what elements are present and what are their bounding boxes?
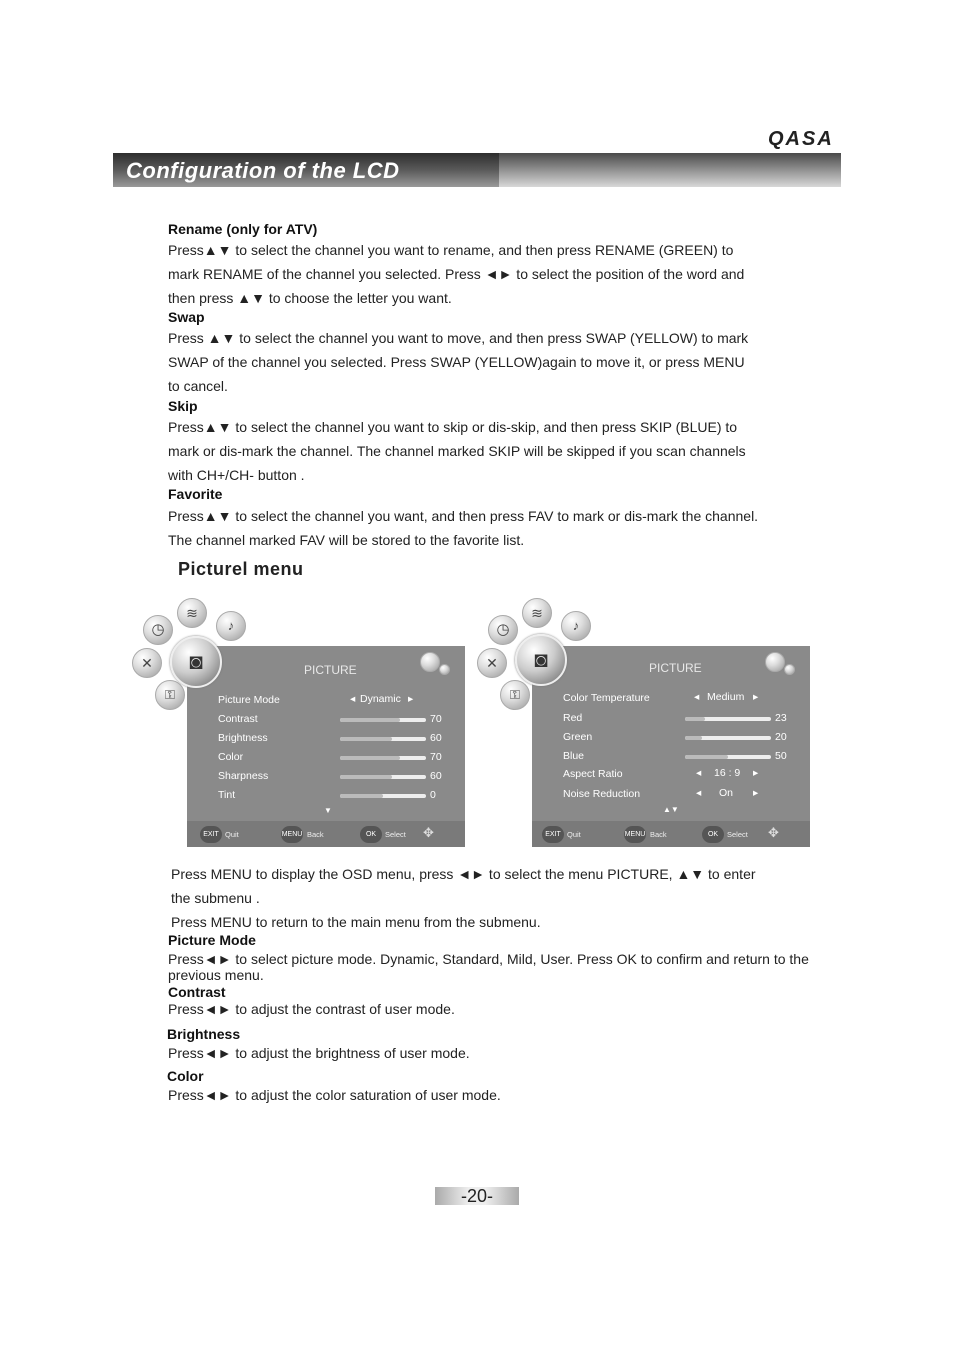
osd-picture-menu-right (532, 646, 810, 847)
osd-footer-right (532, 821, 810, 847)
green-label: Green (563, 731, 593, 743)
noise-reduction-value: On (719, 787, 734, 799)
antenna-icon: ≋ (186, 605, 198, 621)
brightness-text: Press◄► to adjust the brightness of user mode. (168, 1045, 470, 1061)
exit-label: Quit (225, 830, 239, 839)
antenna-icon: ≋ (531, 605, 543, 621)
picture-mode-text: Press◄► to select picture mode. Dynamic, Standard, Mild, User. Press OK to confirm and return to the previous menu. (168, 951, 809, 983)
ok-key[interactable]: OK (702, 826, 724, 843)
tools-icon: ✕ (486, 655, 498, 671)
bubble-small-icon (439, 664, 450, 675)
menu-icon-time-right (488, 615, 518, 645)
navigation-arrows-icon: ✥ (423, 825, 434, 840)
osd-picture-menu-left (187, 646, 465, 847)
arrow-right-icon[interactable]: ▸ (753, 787, 759, 799)
skip-line-1: Press▲▼ to select the channel you want to skip or dis-skip, and then press SKIP (BLUE) to (168, 419, 738, 435)
red-value: 23 (775, 712, 787, 724)
menu-icon-channel (177, 598, 207, 628)
page-title: Configuration of the LCD (126, 158, 400, 183)
menu-icon-channel-right (522, 598, 552, 628)
picture-mode-label: Picture Mode (218, 694, 280, 706)
swap-heading: Swap (168, 309, 205, 325)
menu-icon-setup (132, 648, 162, 678)
osd-row-tint[interactable] (218, 786, 458, 805)
sharpness-slider[interactable] (340, 775, 426, 779)
menu-icon-lock-right (500, 680, 530, 710)
lock-icon: ⚿ (165, 687, 175, 702)
osd-row-picture-mode[interactable] (218, 691, 458, 710)
brightness-label: Brightness (218, 732, 268, 744)
arrow-right-icon[interactable]: ▸ (408, 693, 414, 705)
speaker-icon: ♪ (572, 618, 580, 633)
instruction-line-2: the submenu . (171, 890, 260, 906)
tint-label: Tint (218, 789, 236, 801)
arrow-left-icon[interactable]: ◂ (696, 767, 702, 779)
rename-line-1: Press▲▼ to select the channel you want to rename, and then press RENAME (GREEN) to (168, 242, 734, 258)
favorite-line-2: The channel marked FAV will be stored to the favorite list. (168, 532, 525, 548)
scroll-up-down-icon[interactable]: ▲▼ (663, 805, 679, 814)
osd-title: PICTURE (304, 663, 357, 677)
swap-text (168, 326, 824, 398)
instruction-line-1: Press MENU to display the OSD menu, press ◄► to select the menu PICTURE, ▲▼ to enter (171, 866, 756, 882)
scroll-down-icon[interactable]: ▼ (324, 806, 332, 815)
menu-icon-setup-right (477, 648, 507, 678)
favorite-line-1: Press▲▼ to select the channel you want, and then press FAV to mark or dis-mark the channel. (168, 508, 759, 524)
brightness-slider[interactable] (340, 737, 426, 741)
rename-text (168, 238, 824, 310)
instruction-line-3: Press MENU to return to the main menu from the submenu. (171, 914, 541, 930)
instructions (171, 862, 831, 934)
contrast-slider[interactable] (340, 718, 426, 722)
osd-row-blue[interactable] (563, 747, 803, 766)
sharpness-value: 60 (430, 770, 442, 782)
osd-row-sharpness[interactable] (218, 767, 458, 786)
bubbles-icon (765, 652, 785, 672)
menu-icon-sound (216, 611, 246, 641)
osd-row-green[interactable] (563, 728, 803, 747)
osd-row-red[interactable] (563, 709, 803, 728)
brightness-heading: Brightness (167, 1026, 241, 1042)
clock-icon: ◷ (496, 621, 510, 638)
color-temperature-label: Color Temperature (563, 692, 650, 704)
navigation-arrows-icon: ✥ (768, 825, 779, 840)
skip-line-2: mark or dis-mark the channel. The channel marked SKIP will be skipped if you scan channels (168, 443, 746, 459)
arrow-left-icon[interactable]: ◂ (696, 787, 702, 799)
clock-icon: ◷ (151, 621, 165, 638)
contrast-heading: Contrast (168, 984, 226, 1000)
menu-key[interactable]: MENU (624, 826, 646, 843)
rename-line-2: mark RENAME of the channel you selected. Press ◄► to select the position of the word and (168, 266, 745, 282)
color-temperature-value: Medium (707, 691, 745, 703)
noise-reduction-label: Noise Reduction (563, 788, 641, 800)
picture-mode-heading: Picture Mode (168, 932, 256, 948)
blue-slider[interactable] (685, 755, 771, 759)
osd-row-color[interactable] (218, 748, 458, 767)
ok-key[interactable]: OK (360, 826, 382, 843)
exit-key[interactable]: EXIT (542, 826, 564, 843)
menu-key[interactable]: MENU (281, 826, 303, 843)
contrast-text: Press◄► to adjust the contrast of user mode. (168, 1001, 455, 1017)
osd-row-color-temperature[interactable] (563, 689, 803, 708)
picture-camera-icon-right: ◙ (515, 634, 567, 686)
lock-icon: ⚿ (510, 687, 520, 702)
color-slider[interactable] (340, 756, 426, 760)
color-value: 70 (430, 751, 442, 763)
aspect-ratio-value: 16 : 9 (714, 767, 741, 779)
menu-icon-time (143, 615, 173, 645)
bubbles-icon (420, 652, 440, 672)
swap-line-1: Press ▲▼ to select the channel you want to move, and then press SWAP (YELLOW) to mark (168, 330, 749, 346)
exit-key[interactable]: EXIT (200, 826, 222, 843)
swap-line-3: to cancel. (168, 378, 228, 394)
osd-row-noise-reduction[interactable] (563, 785, 803, 804)
tint-slider[interactable] (340, 794, 426, 798)
exit-label: Quit (567, 830, 581, 839)
green-slider[interactable] (685, 736, 771, 740)
swap-line-2: SWAP of the channel you selected. Press SWAP (YELLOW)again to move it, or press MENU (168, 354, 745, 370)
tint-value: 0 (430, 789, 436, 801)
ok-label: Select (727, 830, 748, 839)
aspect-ratio-label: Aspect Ratio (563, 768, 623, 780)
tools-icon: ✕ (141, 655, 153, 671)
menu-icon-sound-right (561, 611, 591, 641)
menu-label: Back (650, 830, 667, 839)
osd-row-contrast[interactable] (218, 710, 458, 729)
skip-line-3: with CH+/CH- button . (168, 467, 305, 483)
picture-mode-value: Dynamic (360, 693, 401, 705)
speaker-icon: ♪ (227, 618, 235, 633)
brightness-value: 60 (430, 732, 442, 744)
sharpness-label: Sharpness (218, 770, 269, 782)
arrow-left-icon[interactable]: ◂ (694, 691, 700, 703)
favorite-heading: Favorite (168, 486, 223, 502)
red-label: Red (563, 712, 583, 724)
osd-row-brightness[interactable] (218, 729, 458, 748)
red-slider[interactable] (685, 717, 771, 721)
brand-logo: QASA (768, 128, 834, 150)
menu-label: Back (307, 830, 324, 839)
color-heading: Color (167, 1068, 204, 1084)
osd-row-aspect-ratio[interactable] (563, 765, 803, 784)
picture-camera-icon: ◙ (170, 636, 222, 688)
arrow-left-icon[interactable]: ◂ (350, 693, 356, 705)
blue-value: 50 (775, 750, 787, 762)
contrast-value: 70 (430, 713, 442, 725)
color-label: Color (218, 751, 244, 763)
blue-label: Blue (563, 750, 585, 762)
favorite-text (168, 504, 824, 552)
rename-heading: Rename (only for ATV) (168, 221, 318, 237)
osd-title-right: PICTURE (649, 661, 702, 675)
arrow-right-icon[interactable]: ▸ (753, 691, 759, 703)
rename-line-3: then press ▲▼ to choose the letter you want. (168, 290, 452, 306)
picture-menu-heading: Picturel menu (178, 559, 304, 579)
color-text: Press◄► to adjust the color saturation of user mode. (168, 1087, 501, 1103)
arrow-right-icon[interactable]: ▸ (753, 767, 759, 779)
bubble-small-icon (784, 664, 795, 675)
contrast-label: Contrast (218, 713, 258, 725)
page-number: -20- (435, 1187, 519, 1205)
ok-label: Select (385, 830, 406, 839)
green-value: 20 (775, 731, 787, 743)
skip-text (168, 415, 824, 487)
skip-heading: Skip (168, 398, 198, 414)
osd-footer (187, 821, 465, 847)
